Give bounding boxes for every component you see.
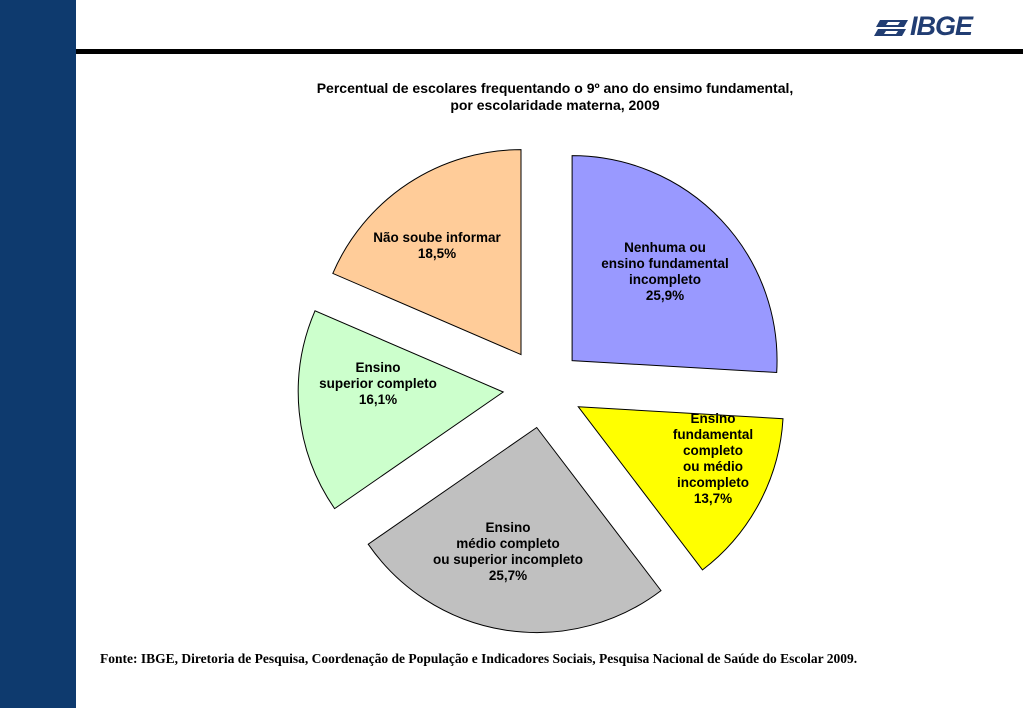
slice-value-4: 18,5% <box>417 246 457 261</box>
slice-label-line-0-0: Nenhuma ou <box>624 240 706 255</box>
slice-label-line-2-1: médio completo <box>456 536 560 551</box>
slice-value-1: 13,7% <box>693 491 733 506</box>
ibge-logo-text: IBGE <box>910 11 973 41</box>
slice-label-line-2-2: ou superior incompleto <box>432 552 584 567</box>
slice-label-line-3-1: superior completo <box>319 376 437 391</box>
slice-value-0: 25,9% <box>645 288 685 303</box>
source-note: Fonte: IBGE, Diretoria de Pesquisa, Coordenação de População e Indicadores Sociais, Pesquisa Nacional de Saúde do Escolar 2009. <box>100 651 858 666</box>
slice-label-line-2-0: Ensino <box>485 520 531 535</box>
slice-label-line-1-0: Ensino <box>690 411 736 426</box>
slice-label-line-1-3: ou médio <box>683 459 743 474</box>
slice-label-line-1-2: completo <box>682 443 744 458</box>
slice-label-line-0-2: incompleto <box>628 272 702 287</box>
slice-label-line-3-0: Ensino <box>355 360 401 375</box>
slice-value-2: 25,7% <box>488 568 528 583</box>
chart-title-line-2: por escolaridade materna, 2009 <box>450 97 660 113</box>
slice-value-3: 16,1% <box>358 392 398 407</box>
slice-label-line-1-4: incompleto <box>676 475 750 490</box>
chart-title-line-1: Percentual de escolares frequentando o 9º ano do ensimo fundamental, <box>316 80 794 96</box>
slice-label-line-4-0: Não soube informar <box>373 230 501 245</box>
slice-label-line-1-1: fundamental <box>672 427 754 442</box>
slice-label-line-0-1: ensino fundamental <box>601 256 729 271</box>
